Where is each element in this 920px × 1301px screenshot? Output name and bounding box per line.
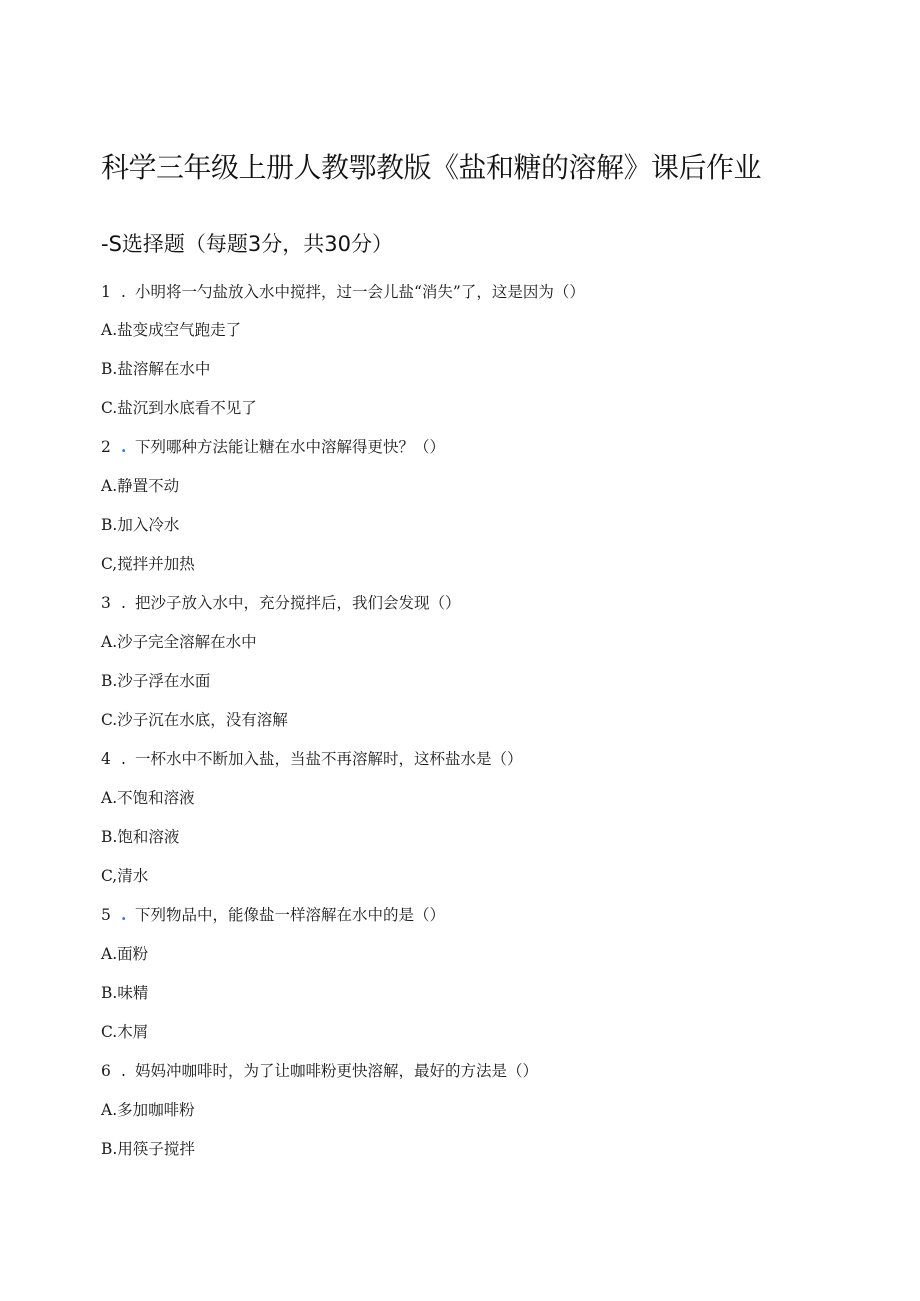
question-6 [101, 1059, 538, 1083]
question-dot: . [121, 750, 126, 768]
option-5b: B.味精 [101, 984, 149, 1002]
option-1a: A.盐变成空气跑走了 [101, 321, 242, 339]
question-number: 3 [101, 594, 111, 612]
option-5c: C.木屑 [101, 1023, 149, 1041]
option-4c: C,清水 [101, 867, 149, 885]
option-1b: B.盐溶解在水中 [101, 360, 211, 378]
question-5 [101, 903, 445, 927]
option-2a: A.静置不动 [101, 477, 180, 495]
option-4a: A.不饱和溶液 [101, 789, 195, 807]
document-title: 科学三年级上册人教鄂教版《盐和糖的溶解》课后作业 [101, 151, 762, 184]
section-heading: -S选择题（每题3分，共30分） [101, 232, 393, 256]
question-dot: . [121, 437, 127, 456]
option-4b: B.饱和溶液 [101, 828, 180, 846]
option-1c: C.盐沉到水底看不见了 [101, 399, 257, 417]
question-text: 妈妈冲咖啡时，为了让咖啡粉更快溶解，最好的方法是（） [135, 1062, 539, 1080]
option-3b: B.沙子浮在水面 [101, 672, 211, 690]
option-6b: B.用筷子搅拌 [101, 1140, 195, 1158]
question-2 [101, 435, 445, 459]
question-text: 下列哪种方法能让糖在水中溶解得更快？（） [135, 438, 446, 456]
option-3c: C.沙子沉在水底，没有溶解 [101, 711, 288, 729]
question-dot: . [121, 905, 127, 924]
question-number: 2 [101, 438, 111, 456]
question-dot: . [121, 594, 126, 612]
question-text: 小明将一勺盐放入水中搅拌，过一会儿盐“消失”了，这是因为（） [135, 283, 585, 301]
question-number: 1 [101, 283, 111, 301]
question-1 [101, 280, 585, 304]
question-4 [101, 747, 523, 771]
option-3a: A.沙子完全溶解在水中 [101, 633, 257, 651]
option-6a: A.多加咖啡粉 [101, 1101, 195, 1119]
option-5a: A.面粉 [101, 945, 149, 963]
question-text: 一杯水中不断加入盐，当盐不再溶解时，这杯盐水是（） [135, 750, 523, 768]
option-2c: C,搅拌并加热 [101, 555, 195, 573]
question-text: 把沙子放入水中，充分搅拌后，我们会发现（） [135, 594, 461, 612]
question-number: 6 [101, 1062, 111, 1080]
question-dot: . [121, 283, 126, 301]
question-3 [101, 591, 461, 615]
question-number: 5 [101, 906, 111, 924]
question-number: 4 [101, 750, 111, 768]
option-2b: B.加入冷水 [101, 516, 180, 534]
question-dot: . [121, 1062, 126, 1080]
question-text: 下列物品中，能像盐一样溶解在水中的是（） [135, 906, 446, 924]
